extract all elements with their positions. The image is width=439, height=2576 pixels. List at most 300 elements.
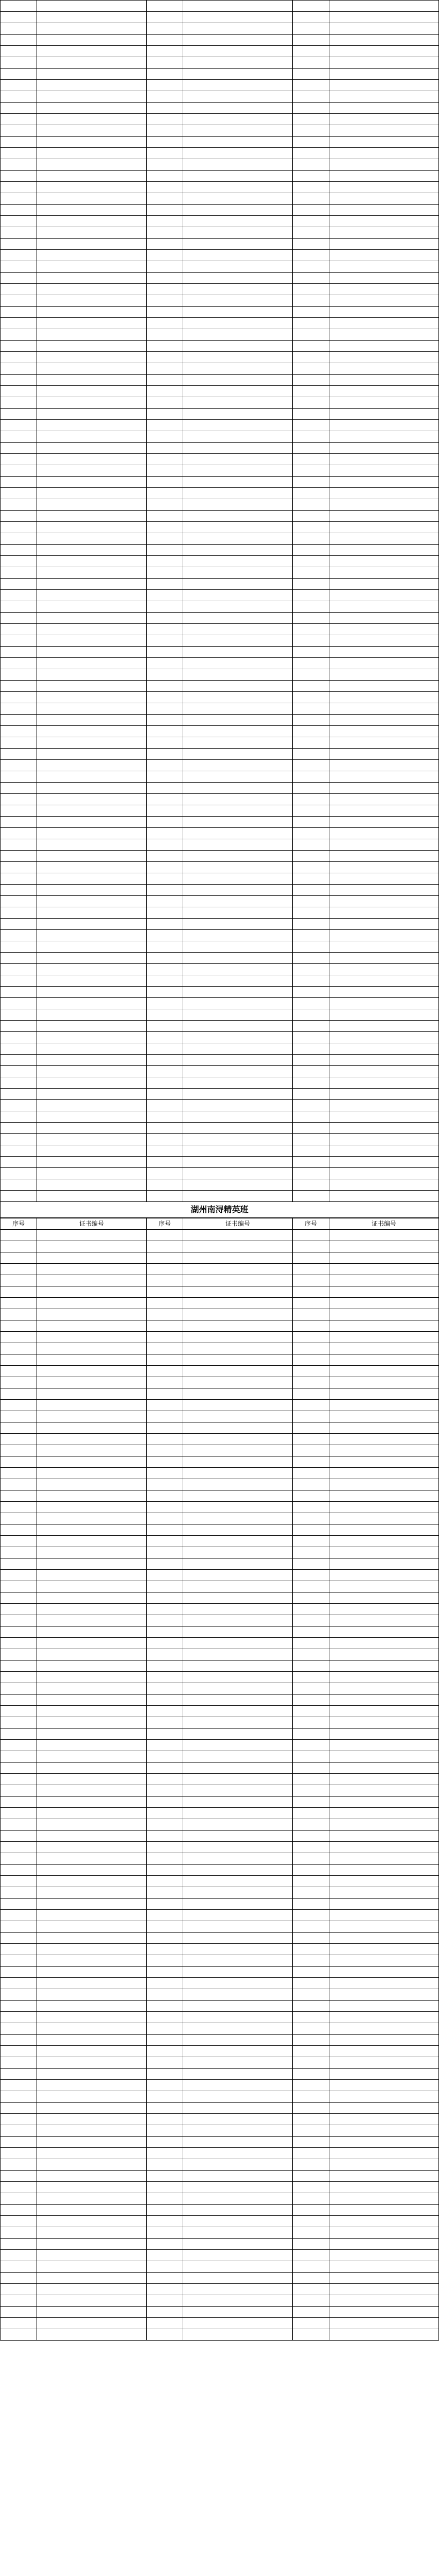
cert-cell xyxy=(329,1134,439,1145)
cert-cell xyxy=(183,2193,293,2205)
seq-cell xyxy=(293,352,329,363)
seq-cell xyxy=(293,1077,329,1089)
seq-cell xyxy=(293,1123,329,1134)
cert-cell xyxy=(37,1899,147,1910)
seq-cell xyxy=(147,2080,183,2091)
cert-cell xyxy=(329,1694,439,1706)
cert-cell xyxy=(37,273,147,284)
seq-cell xyxy=(1,601,37,613)
table-row xyxy=(1,953,439,964)
seq-cell xyxy=(1,930,37,941)
seq-cell xyxy=(147,1762,183,1774)
table-row xyxy=(1,873,439,885)
seq-cell xyxy=(293,1354,329,1366)
cert-header: 证书编号 xyxy=(183,1218,293,1230)
cert-cell xyxy=(37,919,147,930)
cert-cell xyxy=(183,2069,293,2080)
seq-cell xyxy=(1,511,37,522)
cert-cell xyxy=(329,1230,439,1241)
cert-cell xyxy=(37,499,147,511)
table-row xyxy=(1,1706,439,1717)
cert-cell xyxy=(37,2318,147,2329)
seq-cell xyxy=(147,1388,183,1400)
cert-cell xyxy=(37,1808,147,1819)
seq-cell xyxy=(1,1145,37,1157)
table-row xyxy=(1,590,439,601)
cert-cell xyxy=(37,1490,147,1502)
seq-cell xyxy=(293,1009,329,1021)
seq-cell xyxy=(293,964,329,975)
cert-cell xyxy=(183,2216,293,2227)
seq-cell xyxy=(147,431,183,443)
cert-cell xyxy=(37,907,147,919)
seq-cell xyxy=(293,1230,329,1241)
seq-cell xyxy=(1,1921,37,1933)
cert-cell xyxy=(183,1774,293,1785)
cert-cell xyxy=(329,1388,439,1400)
seq-cell xyxy=(147,1134,183,1145)
table-row xyxy=(1,2307,439,2318)
cert-cell xyxy=(183,1123,293,1134)
table-row xyxy=(1,1502,439,1513)
seq-cell xyxy=(147,1797,183,1808)
seq-cell xyxy=(293,1989,329,2001)
seq-cell xyxy=(293,239,329,250)
table-row xyxy=(1,1343,439,1354)
cert-cell xyxy=(183,1615,293,1626)
seq-cell xyxy=(1,352,37,363)
cert-cell xyxy=(37,1774,147,1785)
seq-cell xyxy=(147,103,183,114)
cert-cell xyxy=(37,998,147,1009)
seq-cell xyxy=(1,839,37,851)
table-row xyxy=(1,1456,439,1468)
seq-cell xyxy=(147,1077,183,1089)
seq-cell xyxy=(293,114,329,125)
cert-cell xyxy=(329,533,439,545)
cert-cell xyxy=(183,1626,293,1638)
table-row xyxy=(1,91,439,103)
seq-cell xyxy=(293,2182,329,2193)
cert-cell xyxy=(37,715,147,726)
seq-cell xyxy=(147,69,183,80)
table-row xyxy=(1,1989,439,2001)
table-row xyxy=(1,159,439,171)
cert-cell xyxy=(329,1298,439,1309)
cert-cell xyxy=(37,1298,147,1309)
table-row xyxy=(1,2239,439,2250)
cert-cell xyxy=(329,2318,439,2329)
seq-cell xyxy=(1,1241,37,1252)
seq-cell xyxy=(147,1275,183,1286)
seq-cell xyxy=(1,1055,37,1066)
cert-cell xyxy=(37,533,147,545)
seq-cell xyxy=(293,91,329,103)
cert-cell xyxy=(37,1241,147,1252)
seq-cell xyxy=(293,318,329,329)
seq-cell xyxy=(147,1309,183,1320)
cert-cell xyxy=(183,2035,293,2046)
cert-cell xyxy=(329,703,439,715)
cert-cell xyxy=(183,1853,293,1865)
seq-cell xyxy=(1,80,37,91)
seq-cell xyxy=(293,2069,329,2080)
cert-cell xyxy=(329,1468,439,1479)
table-row xyxy=(1,2261,439,2273)
cert-cell xyxy=(183,329,293,341)
seq-cell xyxy=(147,1320,183,1332)
cert-cell xyxy=(183,2261,293,2273)
seq-cell xyxy=(293,771,329,783)
seq-cell xyxy=(147,579,183,590)
cert-cell xyxy=(329,1032,439,1043)
table-row xyxy=(1,1168,439,1179)
cert-cell xyxy=(329,499,439,511)
cert-cell xyxy=(183,1055,293,1066)
cert-cell xyxy=(37,1989,147,2001)
cert-cell xyxy=(37,1660,147,1672)
seq-cell xyxy=(293,1672,329,1683)
seq-cell xyxy=(147,1168,183,1179)
seq-cell xyxy=(1,1944,37,1955)
cert-cell xyxy=(183,318,293,329)
table-row xyxy=(1,1241,439,1252)
table-row xyxy=(1,1615,439,1626)
cert-cell xyxy=(37,511,147,522)
table-row xyxy=(1,1910,439,1921)
table-row xyxy=(1,1077,439,1089)
seq-cell xyxy=(293,1343,329,1354)
certificate-table xyxy=(0,1218,439,2341)
cert-cell xyxy=(37,125,147,137)
seq-cell xyxy=(147,2182,183,2193)
cert-cell xyxy=(329,1910,439,1921)
seq-cell xyxy=(147,1089,183,1100)
cert-cell xyxy=(329,1581,439,1592)
seq-cell xyxy=(147,1252,183,1264)
cert-cell xyxy=(37,669,147,681)
seq-cell xyxy=(1,828,37,839)
seq-cell xyxy=(147,1157,183,1168)
table-row xyxy=(1,2046,439,2057)
cert-cell xyxy=(183,941,293,953)
cert-cell xyxy=(183,522,293,533)
table-row xyxy=(1,760,439,771)
table-row xyxy=(1,2148,439,2159)
cert-cell xyxy=(329,46,439,57)
cert-cell xyxy=(329,545,439,556)
cert-cell xyxy=(183,692,293,703)
cert-cell xyxy=(183,2182,293,2193)
cert-cell xyxy=(183,499,293,511)
seq-cell xyxy=(293,148,329,159)
seq-cell xyxy=(293,1887,329,1899)
seq-cell xyxy=(293,624,329,635)
seq-cell xyxy=(1,1887,37,1899)
seq-cell xyxy=(293,1264,329,1275)
seq-cell xyxy=(147,1728,183,1740)
seq-cell xyxy=(293,2216,329,2227)
cert-cell xyxy=(329,2261,439,2273)
table-row xyxy=(1,2103,439,2114)
seq-cell xyxy=(293,1717,329,1728)
cert-cell xyxy=(183,1111,293,1123)
cert-cell xyxy=(329,2159,439,2171)
cert-cell xyxy=(37,239,147,250)
seq-cell xyxy=(293,1191,329,1202)
seq-cell xyxy=(1,1683,37,1694)
table-row xyxy=(1,545,439,556)
cert-cell xyxy=(329,601,439,613)
seq-cell xyxy=(1,817,37,828)
cert-cell xyxy=(37,1819,147,1831)
seq-cell xyxy=(1,488,37,499)
seq-cell xyxy=(293,545,329,556)
seq-cell xyxy=(147,783,183,794)
cert-cell xyxy=(329,375,439,386)
cert-cell xyxy=(183,1638,293,1649)
cert-cell xyxy=(37,1055,147,1066)
cert-cell xyxy=(329,1309,439,1320)
seq-cell xyxy=(293,2205,329,2216)
seq-cell xyxy=(147,839,183,851)
cert-cell xyxy=(183,137,293,148)
cert-cell xyxy=(183,1728,293,1740)
seq-cell xyxy=(293,2023,329,2035)
seq-cell xyxy=(293,635,329,647)
seq-cell xyxy=(147,1876,183,1887)
seq-cell xyxy=(293,386,329,397)
seq-cell xyxy=(293,1089,329,1100)
seq-cell xyxy=(147,159,183,171)
cert-cell xyxy=(329,2307,439,2318)
seq-cell xyxy=(293,1066,329,1077)
seq-cell xyxy=(147,1615,183,1626)
cert-cell xyxy=(37,1343,147,1354)
table-row xyxy=(1,261,439,273)
seq-cell xyxy=(147,669,183,681)
table-row xyxy=(1,1111,439,1123)
seq-cell xyxy=(147,907,183,919)
seq-cell xyxy=(147,624,183,635)
cert-cell xyxy=(329,783,439,794)
seq-cell xyxy=(293,2114,329,2125)
seq-cell xyxy=(293,511,329,522)
cert-cell xyxy=(37,2239,147,2250)
cert-cell xyxy=(329,1123,439,1134)
cert-cell xyxy=(183,1366,293,1377)
table-row xyxy=(1,1955,439,1967)
cert-cell xyxy=(329,1,439,12)
table-row xyxy=(1,839,439,851)
seq-cell xyxy=(293,692,329,703)
cert-cell xyxy=(37,635,147,647)
cert-cell xyxy=(183,1191,293,1202)
cert-cell xyxy=(183,352,293,363)
seq-cell xyxy=(293,1740,329,1751)
seq-cell xyxy=(1,1694,37,1706)
seq-cell xyxy=(147,1683,183,1694)
table-row xyxy=(1,1751,439,1762)
table-row xyxy=(1,318,439,329)
cert-cell xyxy=(37,1100,147,1111)
table-row xyxy=(1,1400,439,1411)
cert-cell xyxy=(37,1009,147,1021)
seq-cell xyxy=(147,46,183,57)
table-row xyxy=(1,1252,439,1264)
cert-cell xyxy=(37,1706,147,1717)
cert-cell xyxy=(329,1252,439,1264)
cert-cell xyxy=(329,431,439,443)
seq-cell xyxy=(293,1592,329,1604)
cert-cell xyxy=(37,896,147,907)
seq-cell xyxy=(147,205,183,216)
seq-cell xyxy=(1,896,37,907)
cert-cell xyxy=(329,465,439,477)
table-row xyxy=(1,1032,439,1043)
seq-cell xyxy=(147,1899,183,1910)
cert-cell xyxy=(37,1066,147,1077)
cert-cell xyxy=(37,2091,147,2103)
table-row xyxy=(1,227,439,239)
cert-cell xyxy=(329,1400,439,1411)
cert-cell xyxy=(183,839,293,851)
table-row xyxy=(1,647,439,658)
cert-cell xyxy=(37,703,147,715)
cert-cell xyxy=(183,1343,293,1354)
seq-cell xyxy=(293,1933,329,1944)
cert-cell xyxy=(183,862,293,873)
cert-cell xyxy=(329,1191,439,1202)
seq-cell xyxy=(1,443,37,454)
table-row xyxy=(1,930,439,941)
table-row xyxy=(1,1286,439,1298)
cert-cell xyxy=(37,658,147,669)
cert-cell xyxy=(37,1683,147,1694)
seq-cell xyxy=(293,1808,329,1819)
table-row xyxy=(1,284,439,295)
seq-cell xyxy=(147,125,183,137)
cert-cell xyxy=(37,341,147,352)
seq-cell xyxy=(147,873,183,885)
seq-cell xyxy=(147,896,183,907)
table-row xyxy=(1,635,439,647)
cert-cell xyxy=(329,2080,439,2091)
seq-cell xyxy=(147,363,183,375)
cert-cell xyxy=(329,749,439,760)
cert-cell xyxy=(329,1978,439,1989)
cert-cell xyxy=(329,907,439,919)
cert-cell xyxy=(329,477,439,488)
cert-cell xyxy=(37,839,147,851)
cert-cell xyxy=(183,556,293,567)
seq-cell xyxy=(147,998,183,1009)
seq-cell xyxy=(1,1774,37,1785)
cert-cell xyxy=(329,1009,439,1021)
seq-cell xyxy=(1,1411,37,1422)
seq-cell xyxy=(293,1332,329,1343)
seq-cell xyxy=(1,1819,37,1831)
cert-cell xyxy=(37,1191,147,1202)
cert-cell xyxy=(37,193,147,205)
cert-cell xyxy=(329,1111,439,1123)
table-row xyxy=(1,794,439,805)
seq-cell xyxy=(147,454,183,465)
cert-cell xyxy=(183,2125,293,2137)
cert-cell xyxy=(329,1921,439,1933)
table-row xyxy=(1,998,439,1009)
seq-cell xyxy=(147,1366,183,1377)
seq-cell xyxy=(147,1445,183,1456)
cert-cell xyxy=(183,1502,293,1513)
cert-cell xyxy=(37,1354,147,1366)
seq-cell xyxy=(147,1513,183,1524)
table-row xyxy=(1,499,439,511)
table-row xyxy=(1,1944,439,1955)
cert-cell xyxy=(329,1536,439,1547)
cert-cell xyxy=(329,1604,439,1615)
table-row xyxy=(1,2125,439,2137)
seq-cell xyxy=(293,1706,329,1717)
seq-cell xyxy=(147,397,183,409)
seq-cell xyxy=(1,454,37,465)
cert-cell xyxy=(37,1320,147,1332)
cert-cell xyxy=(37,1168,147,1179)
cert-cell xyxy=(329,715,439,726)
cert-cell xyxy=(183,1456,293,1468)
table-row xyxy=(1,443,439,454)
cert-cell xyxy=(329,1683,439,1694)
seq-cell xyxy=(147,2284,183,2295)
cert-cell xyxy=(329,839,439,851)
cert-cell xyxy=(329,2193,439,2205)
cert-cell xyxy=(329,35,439,46)
table-row xyxy=(1,295,439,307)
seq-cell xyxy=(293,941,329,953)
seq-cell xyxy=(293,1021,329,1032)
seq-cell xyxy=(147,987,183,998)
seq-cell xyxy=(1,2023,37,2035)
seq-cell xyxy=(293,1910,329,1921)
seq-cell xyxy=(293,783,329,794)
cert-cell xyxy=(183,1490,293,1502)
cert-cell xyxy=(329,1089,439,1100)
cert-cell xyxy=(183,2205,293,2216)
cert-cell xyxy=(183,1694,293,1706)
cert-cell xyxy=(37,873,147,885)
seq-cell xyxy=(293,1434,329,1445)
seq-cell xyxy=(293,2193,329,2205)
table-row xyxy=(1,658,439,669)
table-row xyxy=(1,1309,439,1320)
seq-cell xyxy=(293,930,329,941)
table-row xyxy=(1,1366,439,1377)
table-row xyxy=(1,828,439,839)
seq-cell xyxy=(293,1797,329,1808)
cert-cell xyxy=(329,1021,439,1032)
cert-cell xyxy=(329,1853,439,1865)
seq-cell xyxy=(293,2261,329,2273)
cert-cell xyxy=(37,828,147,839)
cert-cell xyxy=(37,2137,147,2148)
seq-cell xyxy=(147,726,183,737)
section-title: 湖州南浔精英班 xyxy=(0,1202,439,1218)
cert-cell xyxy=(329,352,439,363)
seq-cell xyxy=(147,1100,183,1111)
seq-cell xyxy=(293,1286,329,1298)
cert-cell xyxy=(329,896,439,907)
seq-cell xyxy=(1,1100,37,1111)
